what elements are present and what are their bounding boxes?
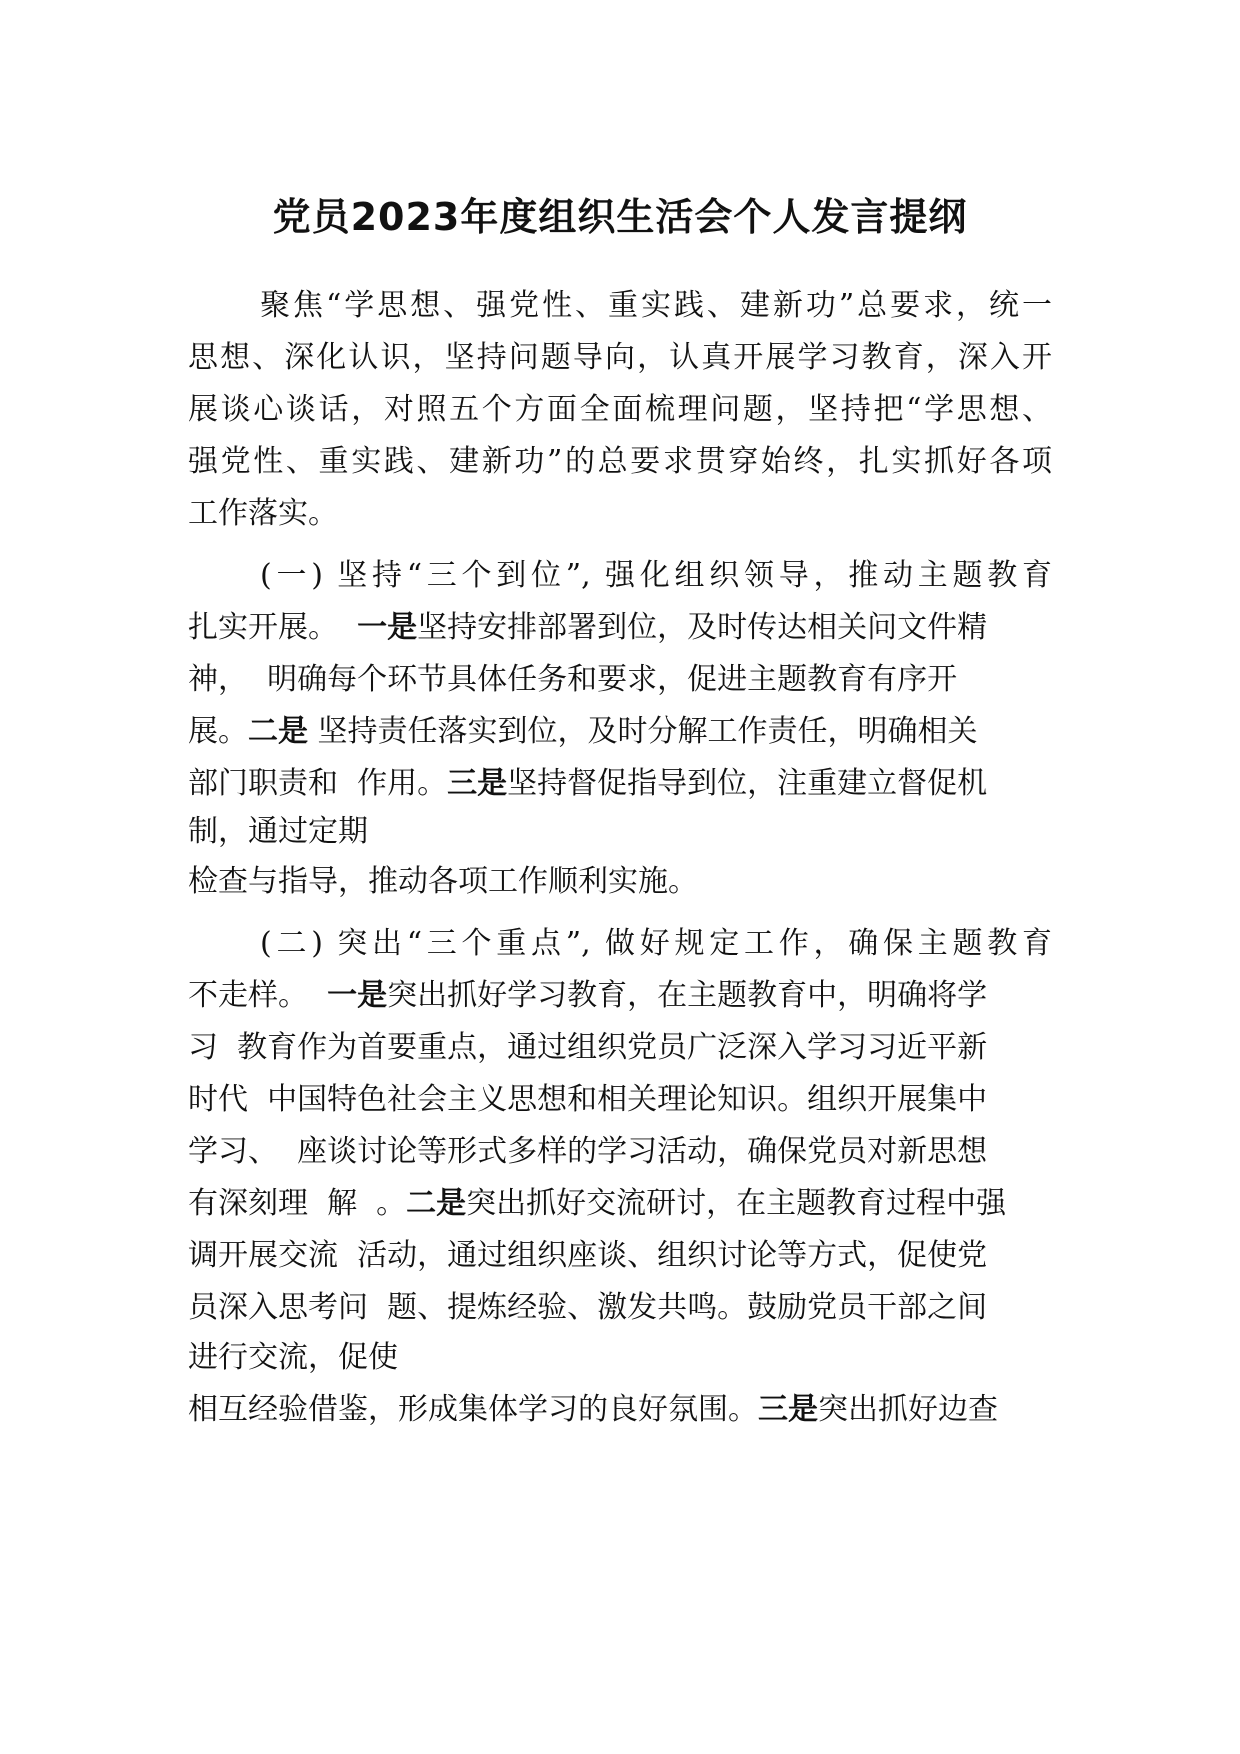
paragraph-line (188, 494, 338, 534)
line-text: 进行交流，促使 (188, 1340, 398, 1375)
paragraph-line (188, 1288, 987, 1328)
line-text: 神， 明确每个环节具体任务和要求，促进主题教育有序开 (188, 662, 958, 697)
line-text: 突出抓好边查 (818, 1392, 998, 1427)
line-text: 不走样。 (188, 978, 328, 1013)
paragraph-line (188, 764, 987, 804)
emphasis-text: 三是 (758, 1392, 818, 1427)
line-text: 突出抓好学习教育，在主题教育中，明确将学 (387, 978, 988, 1013)
paragraph-line (188, 976, 987, 1016)
paragraph-line (188, 1184, 1006, 1224)
emphasis-text: 三是 (447, 766, 508, 801)
paragraph-line (188, 862, 698, 902)
line-text: 强党性、重实践、建新功”的总要求贯穿始终，扎实抓好各项 (188, 444, 1052, 479)
paragraph-line (188, 924, 1052, 964)
paragraph-line (188, 1028, 987, 1068)
line-text: 调开展交流 活动，通过组织座谈、组织讨论等方式，促使党 (188, 1238, 988, 1273)
paragraph-line (188, 1390, 998, 1430)
paragraph-line (188, 1132, 987, 1172)
line-text: 部门职责和 作用。 (188, 766, 448, 801)
line-text: 相互经验借鉴，形成集体学习的良好氛围。 (188, 1392, 758, 1427)
line-text: 坚持责任落实到位，及时分解工作责任，明确相关 (308, 714, 978, 749)
line-text: 检查与指导，推动各项工作顺利实施。 (188, 864, 698, 899)
line-text: 习 教育作为首要重点，通过组织党员广泛深入学习习近平新 (188, 1030, 988, 1065)
line-text: 扎实开展。 (188, 610, 358, 645)
paragraph-line (188, 338, 1052, 378)
emphasis-text: 二是 (248, 714, 308, 749)
line-text: 有深刻理 解 。 (188, 1186, 407, 1221)
emphasis-text: 二是 (406, 1186, 467, 1221)
line-text: 工作落实。 (188, 496, 338, 531)
paragraph-line (188, 1236, 987, 1276)
paragraph-line (188, 390, 1052, 430)
line-text: 聚焦“学思想、强党性、重实践、建新功”总要求，统一 (260, 288, 1052, 323)
line-text: 制，通过定期 (188, 814, 368, 849)
line-text: 展谈心谈话，对照五个方面全面梳理问题，坚持把“学思想、 (188, 392, 1052, 427)
line-text: 突出抓好交流研讨，在主题教育过程中强 (466, 1186, 1007, 1221)
line-text: 坚持督促指导到位，注重建立督促机 (507, 766, 988, 801)
line-text: 坚持安排部署到位，及时传达相关问文件精 (417, 610, 988, 645)
paragraph-line (188, 812, 368, 852)
paragraph-line (188, 660, 957, 700)
line-text: 学习、 座谈讨论等形式多样的学习活动，确保党员对新思想 (188, 1134, 988, 1169)
line-text: 展。 (188, 714, 248, 749)
line-text: (一) 坚持“三个到位”, 强化组织领导，推动主题教育 (260, 558, 1052, 593)
emphasis-text: 一是 (357, 610, 418, 645)
paragraph-line (188, 286, 1052, 326)
paragraph-line (188, 1338, 398, 1378)
line-text: 员深入思考问 题、提炼经验、激发共鸣。鼓励党员干部之间 (188, 1290, 988, 1325)
paragraph-line (188, 442, 1052, 482)
emphasis-text: 一是 (327, 978, 388, 1013)
line-text: (二) 突出“三个重点”, 做好规定工作，确保主题教育 (260, 926, 1052, 961)
paragraph-line (188, 1080, 987, 1120)
paragraph-line (188, 556, 1052, 596)
paragraph-line (188, 712, 978, 752)
page-title: 党员2023年度组织生活会个人发言提纲 (272, 195, 968, 239)
paragraph-line (188, 608, 987, 648)
line-text: 时代 中国特色社会主义思想和相关理论知识。组织开展集中 (188, 1082, 988, 1117)
line-text: 思想、深化认识，坚持问题导向，认真开展学习教育，深入开 (188, 340, 1052, 375)
